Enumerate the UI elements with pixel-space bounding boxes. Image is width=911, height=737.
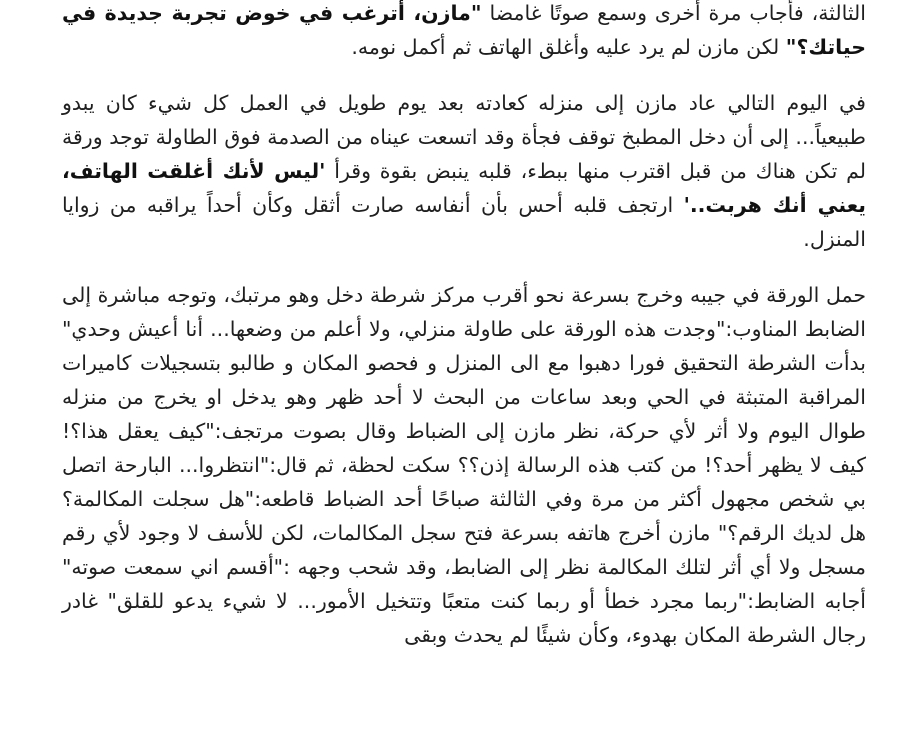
paragraph-2-text-c: ارتجف قلبه أحس بأن أنفاسه صارت أثقل وكأن أحداً يراقبه من زوايا المنزل.: [62, 193, 866, 251]
paragraph-2: [62, 86, 866, 256]
paragraph-2-note: 'ليس لأنك أغلقت الهاتف، يعني أنك هربت..': [62, 159, 866, 217]
paragraph-1-quote: "مازن، أترغب في خوض تجربة جديدة في حياتك؟": [62, 1, 866, 59]
paragraph-2-text-a: في اليوم التالي عاد مازن إلى منزله كعادته بعد يوم طويل في العمل كل شيء كان يبدو طبيعياً... إلى أن دخل المطبخ توقف فجأة وقد اتسعت عيناه من الصدمة فوق الطاولة توجد ورقة لم تكن هناك من قبل اقترب منها ببطء، قلبه ينبض بقوة وقرأ: [62, 91, 866, 183]
paragraph-1-text-a: الثالثة، فأجاب مرة أخرى وسمع صوتًا غامضا: [481, 1, 866, 25]
bottom-fade: [0, 713, 911, 737]
paragraph-1-text-c: لكن مازن لم يرد عليه وأغلق الهاتف ثم أكمل نومه.: [351, 35, 786, 59]
paragraph-3: حمل الورقة في جيبه وخرج بسرعة نحو أقرب مركز شرطة دخل وهو مرتبك، وتوجه مباشرة إلى الضابط المناوب:"وجدت هذه الورقة على طاولة منزلي، ولا أعلم من وضعها... أنا أعيش وحدي" بدأت الشرطة التحقيق فورا دهبوا مع الى المنزل و فحصو المكان و طالبو بتسجيلات كاميرات المراقبة المتبثة في الحي وبعد ساعات من البحث لا أحد ظهر وهو يدخل او يخرج من منزله طوال اليوم ولا أثر لأي حركة، نظر مازن إلى الضباط وقال بصوت مرتجف:"كيف يعقل هذا؟! كيف لا يظهر أحد؟! من كتب هذه الرسالة إذن؟؟ سكت لحظة، ثم قال:"انتظروا... البارحة اتصل بي شخص مجهول أكثر من مرة وفي الثالثة صباحًا أحد الضباط قاطعه:"هل سجلت المكالمة؟ هل لديك الرقم؟" مازن أخرج هاتفه بسرعة فتح سجل المكالمات، لكن للأسف لا وجود لأي رقم مسجل ولا أي أثر لتلك المكالمة نظر إلى الضابط، وقد شحب وجهه :"أقسم اني سمعت صوته" أجابه الضابط:"ربما مجرد خطأ أو ربما كنت متعبًا وتتخيل الأمور... لا شيء يدعو للقلق" غادر رجال الشرطة المكان بهدوء، وكأن شيئًا لم يحدث وبقى: [62, 283, 866, 647]
paragraph-1: [62, 0, 866, 64]
